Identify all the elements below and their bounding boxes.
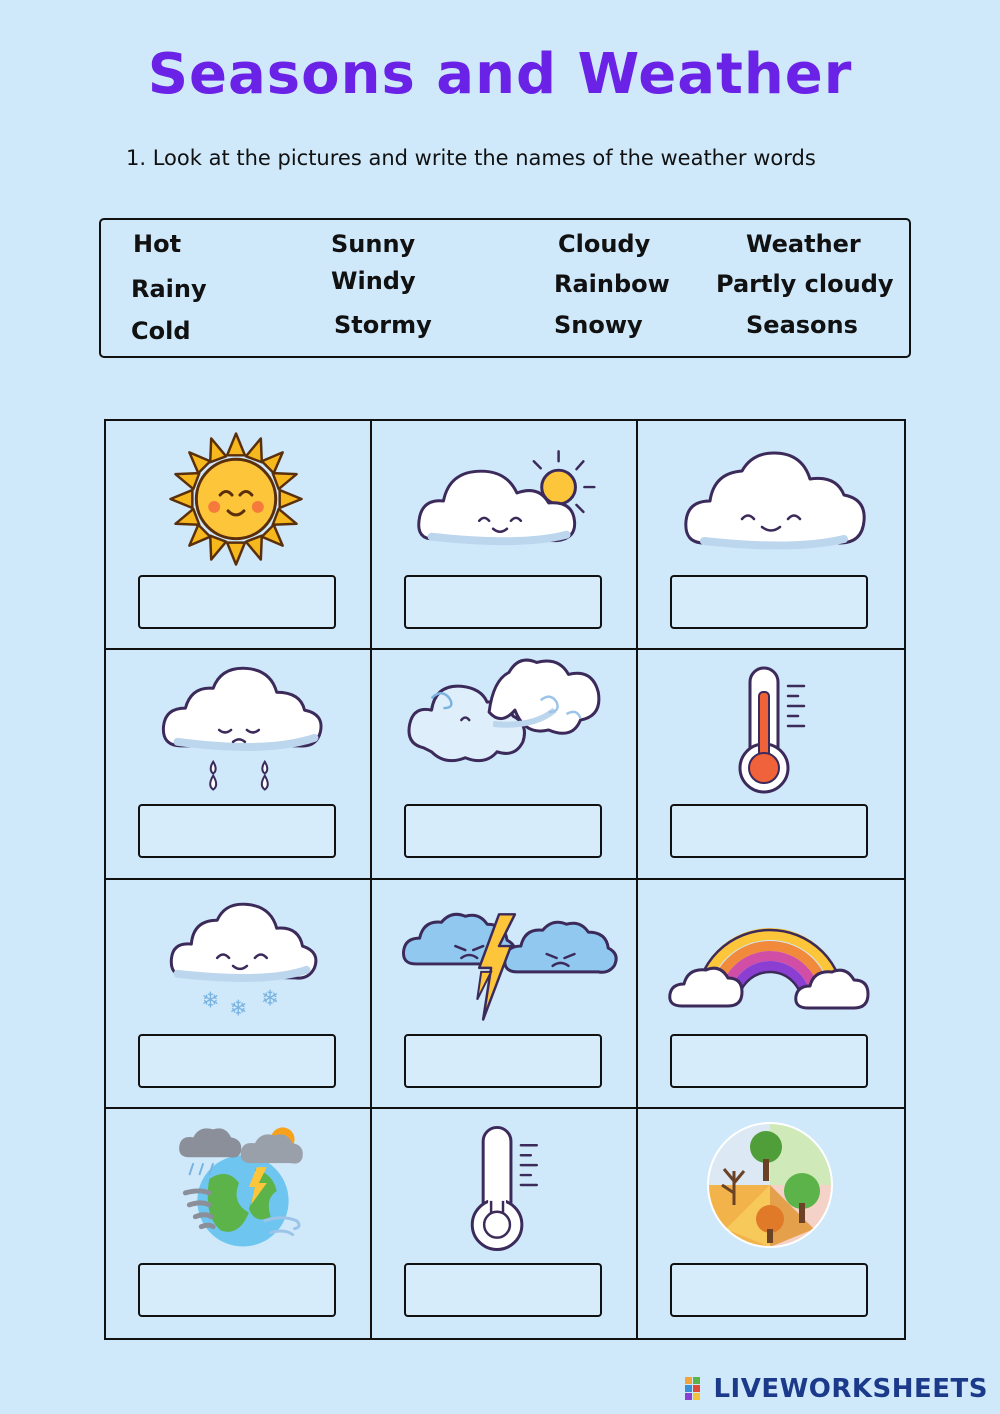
grid-cell [372,880,638,1109]
grid-cell [638,1109,904,1338]
cloud-icon [638,421,904,571]
rain-cloud-icon [106,650,370,800]
grid-cell [638,421,904,650]
grid-cell [372,421,638,650]
cold-thermometer-icon [372,1109,636,1259]
answer-box[interactable] [138,1263,336,1317]
instruction-text: 1. Look at the pictures and write the names of the weather words [126,146,816,170]
grid-cell [106,1109,372,1338]
svg-text:❄: ❄ [201,988,220,1014]
hot-thermometer-icon [638,650,904,800]
grid-cell [638,880,904,1109]
svg-text:❄: ❄ [260,986,280,1012]
word-rainbow: Rainbow [554,270,670,298]
word-snowy: Snowy [554,311,643,339]
grid-cell [372,1109,638,1338]
word-stormy: Stormy [334,311,432,339]
word-sunny: Sunny [331,230,416,258]
four-seasons-icon [638,1109,904,1259]
brand-name: LIVEWORKSHEETS [713,1374,988,1404]
word-cold: Cold [131,317,191,345]
picture-grid [104,419,906,1340]
word-cloudy: Cloudy [558,230,651,258]
word-bank [99,218,911,358]
grid-cell [106,421,372,650]
answer-box[interactable] [404,1034,602,1088]
partly-cloudy-icon [372,421,636,571]
svg-text:❄: ❄ [229,996,248,1022]
word-rainy: Rainy [131,275,207,303]
word-windy: Windy [331,267,416,295]
answer-box[interactable] [670,1263,868,1317]
answer-box[interactable] [138,575,336,629]
page-title: Seasons and Weather [147,42,853,107]
wind-icon [372,650,636,800]
rainbow-icon [638,880,904,1030]
answer-box[interactable] [404,1263,602,1317]
answer-box[interactable] [670,575,868,629]
sun-icon [106,421,370,571]
answer-box[interactable] [404,804,602,858]
weather-globe-icon [106,1109,370,1259]
storm-icon [372,880,636,1030]
word-hot: Hot [133,230,182,258]
answer-box[interactable] [138,804,336,858]
word-seasons: Seasons [746,311,858,339]
answer-box[interactable] [670,804,868,858]
answer-box[interactable] [138,1034,336,1088]
word-weather: Weather [746,230,861,258]
grid-cell [106,880,372,1109]
grid-cell [106,650,372,879]
snow-cloud-icon [106,880,370,1030]
answer-box[interactable] [404,575,602,629]
grid-cell [372,650,638,879]
footer-branding [685,1374,988,1404]
answer-box[interactable] [670,1034,868,1088]
liveworksheets-logo-icon [685,1377,709,1401]
word-partly-cloudy: Partly cloudy [716,270,894,298]
grid-cell [638,650,904,879]
